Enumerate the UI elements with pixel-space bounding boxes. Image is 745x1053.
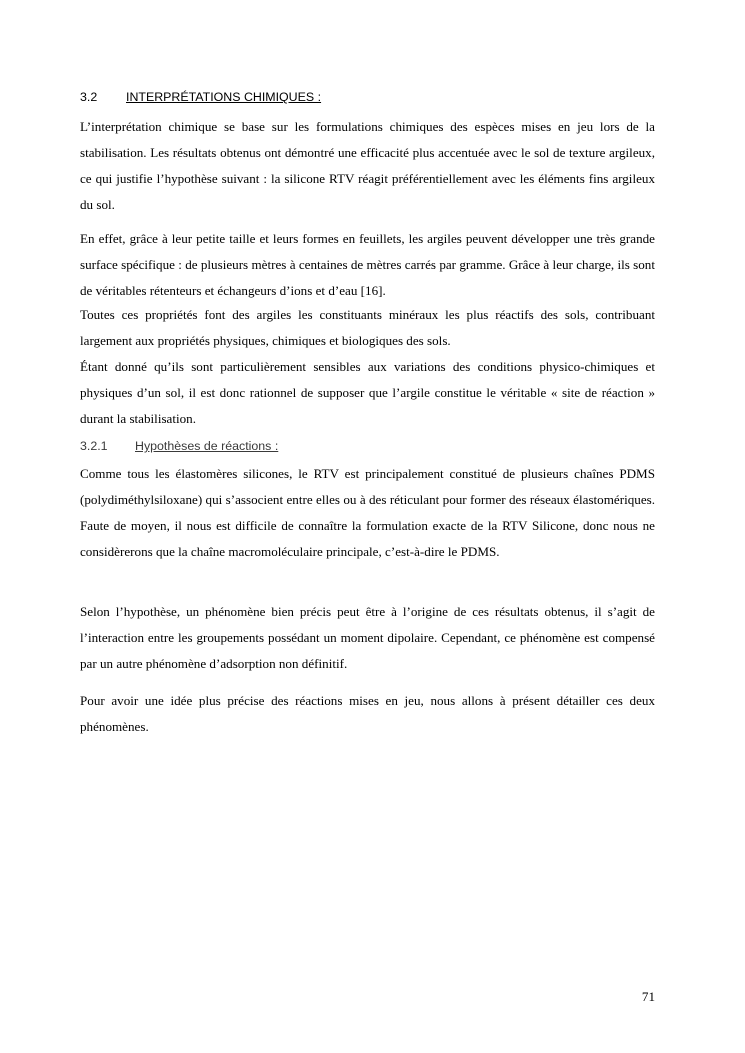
paragraph-proprietes: Toutes ces propriétés font des argiles les constituants minéraux les plus réactifs des sols, contribuant largement aux propriétés physiques, chimiques et biologiques des sols. <box>80 307 655 348</box>
paragraph-elastomeres: Comme tous les élastomères silicones, le RTV est principalement constitué de plusieurs chaînes PDMS (polydiméthylsiloxane) qui s’associent entre elles ou à des réticulant pour former des réseaux élastomériques. Faute de moyen, il nous est difficile de connaître la formulation exacte de la RTV Silicone, donc nous ne considèrerons que la chaîne macromoléculaire principale, c’est-à-dire le PDMS. <box>80 466 655 559</box>
section-number: 3.2 <box>80 90 98 104</box>
paragraph-conclusion: Pour avoir une idée plus précise des réactions mises en jeu, nous allons à présent détailler ces deux phénomènes. <box>80 693 655 734</box>
page-number: 71 <box>641 989 655 1004</box>
section-heading <box>80 90 321 104</box>
paragraph-argiles-surface: En effet, grâce à leur petite taille et leurs formes en feuillets, les argiles peuvent développer une très grande surface spécifique : de plusieurs mètres à centaines de mètres carrés par gramme. Grâce à leur charge, ils sont de véritables rétenteurs et échangeurs d’ions et d’eau [16]. <box>80 231 655 298</box>
paragraph-hypothese: Selon l’hypothèse, un phénomène bien précis peut être à l’origine de ces résultats obtenus, il s’agit de l’interaction entre les groupements possédant un moment dipolaire. Cependant, ce phénomène est compensé par un autre phénomène d’adsorption non définitif. <box>80 604 655 671</box>
subsection-heading <box>80 439 278 453</box>
paragraph-interpretation: L’interprétation chimique se base sur les formulations chimiques des espèces mises en jeu lors de la stabilisation. Les résultats obtenus ont démontré une efficacité plus accentuée avec le sol de texture argileux, ce qui justifie l’hypothèse suivant : la silicone RTV réagit préférentiellement avec les éléments fins argileux du sol. <box>80 119 655 212</box>
subsection-title: Hypothèses de réactions : <box>135 439 279 453</box>
subsection-number: 3.2.1 <box>80 439 108 453</box>
paragraph-site-reaction: Étant donné qu’ils sont particulièrement sensibles aux variations des conditions physico-chimiques et physiques d’un sol, il est donc rationnel de supposer que l’argile constitue le véritable « site de réaction » durant la stabilisation. <box>80 359 655 426</box>
section-title: INTERPRÉTATIONS CHIMIQUES : <box>126 90 322 104</box>
